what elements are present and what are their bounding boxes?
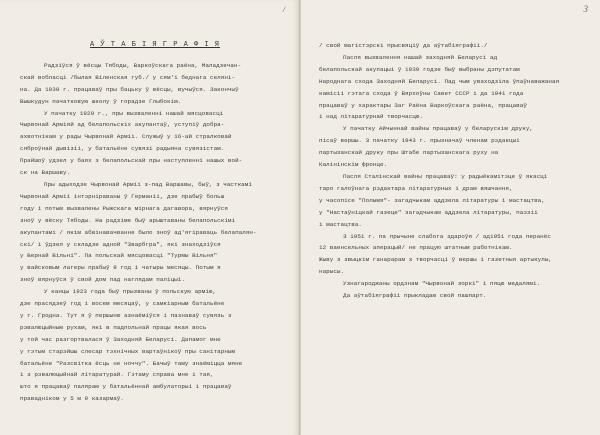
text-line: Калінінскім фронце. — [319, 161, 388, 169]
text-line: у той час разгортвалася ў Заходняй Беларусі. Дапамог мне — [20, 335, 221, 343]
text-line: на. Да 1930 г. працаваў пры бацьку ў вёсцы, вучыўся. Закончыў — [20, 85, 239, 93]
text-line: Прайшоў удзел у баях з белапольскай пры наступленні нашых вой- — [20, 157, 243, 165]
text-line: У пачатку Айчыннай вайны працаваў у беларускім друку, — [343, 125, 534, 133]
text-line: працаваў у характары Заг Раёна Варкоўскага раёна, працаваў — [319, 101, 527, 109]
text-line: батальёне "Разсвітка ёсць не ноччу". Бачыў таму знаёміцца мяне — [20, 359, 243, 367]
text-line: пісаў вершы. З пачатку 1943 г. прызначаў членам рэдакцыі — [319, 137, 520, 145]
text-line: і мастацтва. — [319, 220, 363, 228]
text-line: Узнагароджаны ордэнам "Чырвонай зоркі" і пяцю медалямі. — [343, 280, 541, 288]
text-line: У пачатку 1920 г., пры вызваленні нашай мясцовасці — [44, 109, 224, 117]
text-line: і з рэвалюцыйнай літаратурай. Гэтаму справа мне і тая, — [20, 371, 214, 379]
left-text-body — [20, 60, 290, 405]
top-mark: / — [282, 7, 287, 15]
text-line: сяброўнай дывізіі, у батальёне сувязі радыяна сувязістам. — [20, 145, 225, 153]
text-line: у часопісе "Полымя"- загадчыкам аддзела літаратуры і мастацтва, — [319, 196, 545, 204]
text-line: у Вернай Вільні". Па польскай мясцовасці "Турмы Вільня" — [20, 252, 218, 260]
text-line: Чырвонай Арміі інтэрніраваны ў Германіі, дзе прабыў больш — [20, 192, 225, 200]
right-text-body — [319, 40, 586, 302]
text-line: Радзіўся ў вёсцы Тябоды, Варкоўскага раёна, Маладзечан- — [44, 61, 242, 69]
text-line: у г. Гродна. Тут я ў першыню азнаёміўся і пазнаваў сувязь з — [20, 311, 232, 319]
right-page — [301, 0, 600, 435]
text-line: нарысы. — [319, 268, 345, 276]
text-line: што я працаваў палярам у батальённай амбулаторыі і працаваў — [20, 383, 232, 391]
page-title: А Ў Т А Б І Я Г Р А Ф І Я — [89, 41, 221, 49]
text-line: у вайсковым лагеры прабыў 8 год і чатыры месяцы. Потым я — [20, 264, 221, 272]
text-line: акупантамі / якім абвінавачванне было зноў ад'ягіраваць белапалян- — [20, 228, 257, 236]
page-number: 3 — [583, 4, 588, 14]
text-line: Да аўтабіяграфіі прыкладаю свой пашпарт. — [343, 292, 487, 300]
text-line: таро галоўнага рэдактара літаратурных і драм вяшчання, — [319, 184, 513, 192]
text-line: партызанскай друку пры Штабе партызанскага руху на — [319, 149, 499, 157]
text-line: у "Настаўніцкай газеце" загадчыкам аддзела літаратуры, паэзіі — [319, 208, 538, 216]
text-line: Жыву з звыцкім ганарарам з творчасці ў вершы і газетныя артыкулы, — [319, 256, 553, 264]
text-line: зноў вярнуўся ў свой дом пад наглядам паліцыі. — [20, 276, 185, 284]
text-line: 12 ваенсельных аперацый/ не працую штатным работнікам. — [319, 244, 513, 252]
text-line: дзе прасядзеў год і восем месяцаў, у самкіарным батальёне — [20, 300, 225, 308]
text-line: скі/ і ўдзел у складзе адной "Зварбгра", які знаходзіўся — [20, 240, 221, 248]
text-line: правадніком у 5 м 9 казармаў. — [20, 395, 124, 403]
text-line: камісіі гэтага схода ў Вярхоўны Савет СССР і да 1941 года — [319, 89, 524, 97]
text-line: і над літаратурнай творчасцю. — [319, 113, 423, 121]
text-line: Пры адыходзе Чырвонай Арміі з-пад Варшавы, быў, з часткамі — [44, 180, 252, 188]
text-line: скай вобласці /былая Віленская губ./ у сям'і беднага селяні- — [20, 73, 236, 81]
text-line: У канцы 1923 года быў прызваны ў польскую армію, — [44, 288, 217, 296]
text-line: Пасля Сталінскай вайны працаваў: у радыёкамітэце ў якасці — [343, 172, 548, 180]
text-line: году і потым вызвалены Рыжскага мірнага дагавора, вярнуўся — [20, 204, 228, 212]
text-line: Вышкудун пачатковую школу ў горадзе Глыбокім. — [20, 97, 182, 105]
text-line: у гэтым старэйшы слесар тэхнічных вартаўнікоў пры санітарным — [20, 347, 236, 355]
text-line: Чырвонай Арміяй ад белапольскіх акупантаў, уступіў добра- — [20, 121, 225, 129]
text-line: Пасля вызвалення нашай заходняй Беларусі ад — [343, 53, 498, 61]
text-line: Народнага схода Заходняй Беларусі. Пад чым уваходзіла ўпаўнаважаная — [319, 77, 560, 85]
text-line: зноў у вёску Тябоды. На радзіме быў арыштаваны белапольскімі — [20, 216, 236, 224]
text-line: ахвотнікам у рады Чырвонай Арміі. Служыў у 16-ай стралковай — [20, 133, 232, 141]
text-line: рэвалюцыйным рухам, які в падпольнай працы якая вось — [20, 323, 207, 331]
text-line: белапольскай акупацыі ў 1939 годзе быў выбраны дэпутатам — [319, 65, 520, 73]
text-line: З 1951 г. па прычыне слабога здароўя / ад1951 года перанёс — [343, 232, 551, 240]
text-line: / свой магістэрскі прысвяціў да аўтабіяграфіі./ — [319, 42, 488, 49]
text-line: ск на Варшаву. — [20, 169, 71, 177]
